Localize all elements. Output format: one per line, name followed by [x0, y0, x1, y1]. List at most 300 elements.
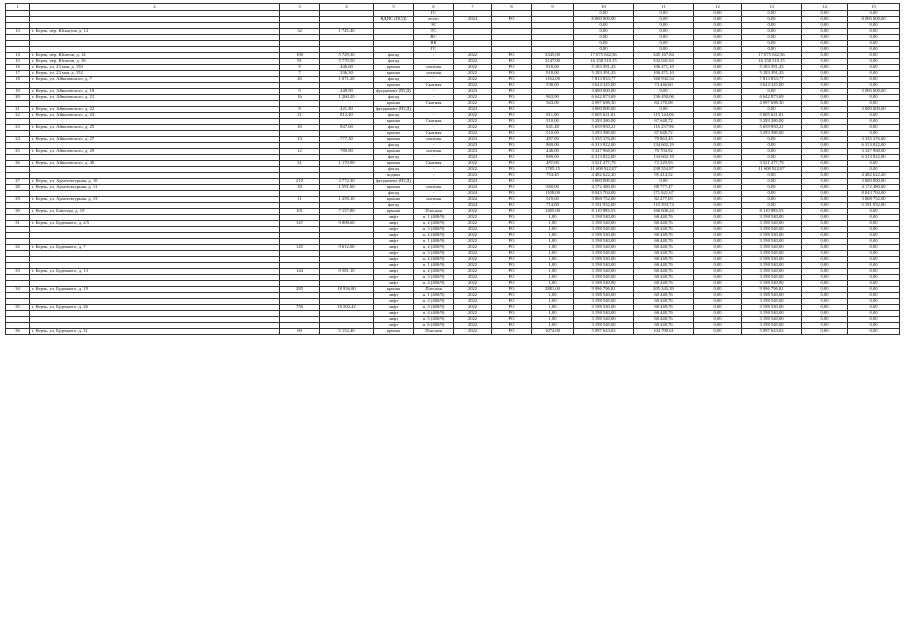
total-cost-cell: 6 642 873,69 — [574, 95, 634, 101]
total-cost-cell: 5 183 391,43 — [574, 65, 634, 71]
work-subtype-cell: - — [414, 179, 454, 185]
work-type-cell: фасад — [374, 95, 414, 101]
cost-col-11-cell: 82 277,69 — [634, 197, 694, 203]
total-cost-cell: 0,00 — [574, 11, 634, 17]
area-cell: 777,30 — [320, 137, 374, 143]
cost-col-11-cell: 72 329,93 — [634, 161, 694, 167]
cost-col-12-cell: 0,00 — [694, 119, 742, 125]
year-cell: 2024 — [454, 197, 492, 203]
area-cell: 336,30 — [320, 71, 374, 77]
cost-col-14-cell: 0,00 — [802, 221, 848, 227]
year-cell: 2024 — [454, 17, 492, 23]
area-cell: 1 260,20 — [320, 95, 374, 101]
total-cost-cell: 3 198 540,00 — [574, 299, 634, 305]
cost-col-15-cell: 8 043 704,00 — [848, 191, 900, 197]
funding-source-cell: РО — [492, 131, 532, 137]
cost-col-15-cell: 0,00 — [848, 95, 900, 101]
cost-col-11-cell: 68 448,76 — [634, 293, 694, 299]
volume-cell: 1,00 — [532, 263, 574, 269]
row-number-cell: 36 — [6, 329, 30, 335]
work-type-cell: лифт — [374, 227, 414, 233]
volume-cell: 918,00 — [532, 71, 574, 77]
cost-col-13-cell: 0,00 — [742, 29, 802, 35]
work-subtype-cell: п. 3 (400/9) — [414, 251, 454, 257]
cost-col-14-cell: 0,00 — [802, 251, 848, 257]
year-cell: 2022 — [454, 329, 492, 335]
cost-col-13-cell: 0,00 — [742, 47, 802, 53]
total-cost-cell: 11 608 922,07 — [574, 167, 634, 173]
year-cell: 2022 — [454, 233, 492, 239]
work-type-cell: фундамент (ПСД) — [374, 179, 414, 185]
cost-col-15-cell: 0,00 — [848, 329, 900, 335]
area-cell: 5 770,50 — [320, 59, 374, 65]
address-cell: г. Керчь, ул. Айвазовского, д. 25 — [30, 125, 280, 131]
cost-col-14-cell: 0,00 — [802, 317, 848, 323]
total-cost-cell: 3 327 968,00 — [574, 149, 634, 155]
cost-col-12-cell: 0,00 — [694, 197, 742, 203]
cost-col-15-cell: 0,00 — [848, 269, 900, 275]
apartments-count-cell: 101 — [280, 209, 320, 215]
apartments-count-cell: 31 — [280, 161, 320, 167]
table-body — [6, 11, 900, 335]
funding-source-cell: РО — [492, 293, 532, 299]
funding-source-cell: РО — [492, 77, 532, 83]
year-cell: 2022 — [454, 95, 492, 101]
cost-col-11-cell: 68 448,76 — [634, 221, 694, 227]
volume-cell: 1,00 — [532, 317, 574, 323]
cost-col-12-cell: 0,00 — [694, 65, 742, 71]
column-number-10: 10 — [574, 4, 634, 11]
work-type-cell: лифт — [374, 251, 414, 257]
apartments-count-cell: 69 — [280, 329, 320, 335]
cost-col-13-cell: 3 198 540,00 — [742, 245, 802, 251]
cost-col-12-cell: 0,00 — [694, 143, 742, 149]
cost-col-13-cell: 6 642 873,69 — [742, 95, 802, 101]
cost-col-11-cell: 104 709,61 — [634, 329, 694, 335]
row-number-cell: 16 — [6, 65, 30, 71]
cost-col-11-cell: 0,00 — [634, 35, 694, 41]
cost-col-15-cell: 0,00 — [848, 311, 900, 317]
work-subtype-cell: - — [414, 53, 454, 59]
year-cell: 2023 — [454, 143, 492, 149]
document-page — [5, 3, 899, 335]
funding-source-cell: РО — [492, 197, 532, 203]
volume-cell: 811,00 — [532, 113, 574, 119]
column-number-15: 15 — [848, 4, 900, 11]
volume-cell: 560,00 — [532, 185, 574, 191]
cost-col-11-cell: 0,00 — [634, 47, 694, 53]
cost-col-14-cell: 0,00 — [802, 179, 848, 185]
cost-col-11-cell: 67 648,72 — [634, 119, 694, 125]
total-cost-cell: 3 198 540,00 — [574, 227, 634, 233]
address-cell: г. Керчь, ул. Архитектурная, д. 13 — [30, 197, 280, 203]
funding-source-cell: РО — [492, 155, 532, 161]
year-cell: 2022 — [454, 53, 492, 59]
cost-col-14-cell: 0,00 — [802, 257, 848, 263]
work-subtype-cell: п. 2 (400/9) — [414, 299, 454, 305]
work-subtype-cell: п. 3 (400/9) — [414, 275, 454, 281]
cost-col-15-cell: 0,00 — [848, 41, 900, 47]
funding-source-cell: РО — [492, 53, 532, 59]
total-cost-cell: 3 198 540,00 — [574, 233, 634, 239]
area-cell: 18 956,80 — [320, 287, 374, 293]
area-cell: 780,80 — [320, 149, 374, 155]
work-subtype-cell: Скатная — [414, 83, 454, 89]
work-subtype-cell: - — [414, 155, 454, 161]
area-cell: 1 591,60 — [320, 185, 374, 191]
row-number-cell: 25 — [6, 149, 30, 155]
volume-cell: 446,00 — [532, 149, 574, 155]
cost-col-14-cell: 0,00 — [802, 149, 848, 155]
cost-col-12-cell: 0,00 — [694, 59, 742, 65]
work-subtype-cell: ЭС — [414, 23, 454, 29]
cost-col-11-cell: 68 448,76 — [634, 257, 694, 263]
row-number-cell: 24 — [6, 137, 30, 143]
cost-col-14-cell: 0,00 — [802, 77, 848, 83]
cost-col-14-cell: 0,00 — [802, 131, 848, 137]
cost-col-14-cell: 0,00 — [802, 59, 848, 65]
cost-col-12-cell: 0,00 — [694, 155, 742, 161]
cost-col-12-cell: 0,00 — [694, 89, 742, 95]
funding-source-cell: РО — [492, 287, 532, 293]
cost-col-11-cell: 171 621,67 — [634, 191, 694, 197]
volume-cell: 1405,00 — [532, 209, 574, 215]
year-cell: 2023 — [454, 137, 492, 143]
cost-col-12-cell: 0,00 — [694, 95, 742, 101]
cost-col-13-cell: 3 198 540,00 — [742, 263, 802, 269]
cost-col-12-cell: 0,00 — [694, 173, 742, 179]
year-cell: 2023 — [454, 173, 492, 179]
year-cell: 2022 — [454, 245, 492, 251]
total-cost-cell: 3 198 540,00 — [574, 239, 634, 245]
cost-col-14-cell: 0,00 — [802, 329, 848, 335]
cost-col-14-cell: 0,00 — [802, 101, 848, 107]
funding-source-cell: РО — [492, 317, 532, 323]
total-cost-cell: 0,00 — [574, 47, 634, 53]
row-number-cell: 20 — [6, 95, 30, 101]
volume-cell: 1,00 — [532, 311, 574, 317]
volume-cell: 1108,00 — [532, 191, 574, 197]
cost-col-11-cell: 205 343,39 — [634, 287, 694, 293]
funding-source-cell: РО — [492, 269, 532, 275]
funding-source-cell: РО — [492, 149, 532, 155]
cost-col-13-cell: 3 198 540,00 — [742, 281, 802, 287]
work-type-cell: лифт — [374, 317, 414, 323]
cost-col-15-cell: 0,00 — [848, 119, 900, 125]
total-cost-cell: 3 624 325,00 — [574, 83, 634, 89]
cost-col-15-cell: 0,00 — [848, 239, 900, 245]
cost-col-12-cell: 0,00 — [694, 35, 742, 41]
year-cell: 2022 — [454, 131, 492, 137]
area-cell: 3 772,30 — [320, 179, 374, 185]
total-cost-cell: 3 198 540,00 — [574, 281, 634, 287]
apartments-count-cell: 145 — [280, 245, 320, 251]
cost-col-12-cell: 0,00 — [694, 149, 742, 155]
year-cell: 2023 — [454, 149, 492, 155]
cost-col-14-cell: 0,00 — [802, 275, 848, 281]
work-subtype-cell: скатная — [414, 185, 454, 191]
cost-col-11-cell: 160 932,54 — [634, 77, 694, 83]
work-subtype-cell: п. 4 (400/9) — [414, 311, 454, 317]
volume-cell: 1,00 — [532, 221, 574, 227]
cost-col-13-cell: 0,00 — [742, 17, 802, 23]
cost-col-13-cell: 9 996 796,81 — [742, 287, 802, 293]
cost-col-15-cell: 0,00 — [848, 83, 900, 89]
cost-col-12-cell: 0,00 — [694, 239, 742, 245]
cost-col-11-cell: 0,00 — [634, 89, 694, 95]
year-cell: 2022 — [454, 239, 492, 245]
cost-col-15-cell: 0,00 — [848, 113, 900, 119]
row-number-cell: 23 — [6, 125, 30, 131]
volume-cell: 1,00 — [532, 293, 574, 299]
year-cell: 2022 — [454, 305, 492, 311]
row-number-cell: 35 — [6, 305, 30, 311]
cost-col-14-cell: 0,00 — [802, 47, 848, 53]
cost-col-14-cell: 0,00 — [802, 263, 848, 269]
funding-source-cell: РО — [492, 263, 532, 269]
apartments-count-cell: 9 — [280, 65, 320, 71]
volume-cell: 1,00 — [532, 215, 574, 221]
work-subtype-cell: Плоская — [414, 209, 454, 215]
cost-col-11-cell: 68 448,76 — [634, 281, 694, 287]
cost-col-14-cell: 0,00 — [802, 89, 848, 95]
cost-col-15-cell: 0,00 — [848, 257, 900, 263]
cost-col-11-cell: 332 041,63 — [634, 59, 694, 65]
cost-col-13-cell: 3 198 540,00 — [742, 221, 802, 227]
funding-source-cell: РО — [492, 281, 532, 287]
cost-col-11-cell: 0,00 — [634, 179, 694, 185]
total-cost-cell: 5 191 932,00 — [574, 203, 634, 209]
volume-cell: 841,48 — [532, 125, 574, 131]
cost-col-11-cell: 88 777,47 — [634, 185, 694, 191]
work-type-cell: лифт — [374, 275, 414, 281]
area-cell: 421,40 — [320, 107, 374, 113]
cost-col-15-cell: 0,00 — [848, 293, 900, 299]
cost-col-12-cell: 0,00 — [694, 83, 742, 89]
cost-col-12-cell: 0,00 — [694, 293, 742, 299]
cost-col-11-cell: 68 448,76 — [634, 227, 694, 233]
cost-col-15-cell: 3 327 968,00 — [848, 149, 900, 155]
work-type-cell: лифт — [374, 293, 414, 299]
work-type-cell: лифт — [374, 299, 414, 305]
cost-col-11-cell: 166 606,24 — [634, 209, 694, 215]
cost-col-13-cell: 0,00 — [742, 203, 802, 209]
volume-cell: 1785,15 — [532, 167, 574, 173]
volume-cell: 1,00 — [532, 239, 574, 245]
year-cell: 2022 — [454, 293, 492, 299]
year-cell: 2022 — [454, 77, 492, 83]
work-type-cell: крыша — [374, 149, 414, 155]
cost-col-15-cell: 0,00 — [848, 71, 900, 77]
work-subtype-cell: п. 2 (400/9) — [414, 245, 454, 251]
funding-source-cell: РО — [492, 17, 532, 23]
funding-source-cell: РО — [492, 191, 532, 197]
work-type-cell: фасад — [374, 203, 414, 209]
apartments-count-cell: 16 — [280, 95, 320, 101]
cost-col-11-cell: 74 446,60 — [634, 83, 694, 89]
cost-col-13-cell: 16 158 319,15 — [742, 59, 802, 65]
funding-source-cell: РО — [492, 305, 532, 311]
cost-col-12-cell: 0,00 — [694, 29, 742, 35]
work-type-cell: лифт — [374, 269, 414, 275]
volume-cell: 1,00 — [532, 251, 574, 257]
cost-col-13-cell: 0,00 — [742, 89, 802, 95]
cost-col-15-cell: 0,00 — [848, 251, 900, 257]
cost-col-13-cell: 4 097 698,30 — [742, 101, 802, 107]
cost-col-12-cell: 0,00 — [694, 17, 742, 23]
cost-col-13-cell: 3 293 380,00 — [742, 119, 802, 125]
total-cost-cell: 4 097 698,30 — [574, 101, 634, 107]
area-cell: 847,60 — [320, 125, 374, 131]
column-number-7: 7 — [454, 4, 492, 11]
volume-cell: 1,00 — [532, 269, 574, 275]
row-number-cell: 34 — [6, 287, 30, 293]
funding-source-cell: РО — [492, 245, 532, 251]
funding-source-cell: РО — [492, 143, 532, 149]
year-cell: 2022 — [454, 251, 492, 257]
year-cell: 2022 — [454, 113, 492, 119]
cost-col-12-cell: 0,00 — [694, 329, 742, 335]
total-cost-cell: 5 097 623,65 — [574, 329, 634, 335]
year-cell: 2022 — [454, 299, 492, 305]
volume-cell: 869,00 — [532, 143, 574, 149]
row-number-cell: 19 — [6, 89, 30, 95]
year-cell: 2024 — [454, 185, 492, 191]
work-subtype-cell: скатная — [414, 149, 454, 155]
work-subtype-cell: п. 1 (400/9) — [414, 239, 454, 245]
cost-col-14-cell: 0,00 — [802, 83, 848, 89]
cost-col-11-cell: 110 593,74 — [634, 203, 694, 209]
address-cell: г. Керчь, ул. Буденного, д. 26 — [30, 305, 280, 311]
address-cell: г. Керчь, ул. Айвазовского, д. 18 — [30, 89, 280, 95]
year-cell: 2022 — [454, 323, 492, 329]
cost-col-14-cell: 0,00 — [802, 233, 848, 239]
total-cost-cell: 3 198 540,00 — [574, 275, 634, 281]
cost-col-15-cell: 0,00 — [848, 227, 900, 233]
cost-col-13-cell: 3 198 540,00 — [742, 233, 802, 239]
area-cell: 9 808,60 — [320, 221, 374, 227]
work-type-cell: крыша — [374, 71, 414, 77]
cost-col-12-cell: 0,00 — [694, 53, 742, 59]
volume-cell: 487,00 — [532, 137, 574, 143]
total-cost-cell: 3 198 540,00 — [574, 311, 634, 317]
year-cell: 2022 — [454, 65, 492, 71]
work-subtype-cell: п. 4 (400/9) — [414, 233, 454, 239]
cost-col-12-cell: 0,00 — [694, 77, 742, 83]
address-cell: г. Керчь, ул. Айвазовского, д. 29 — [30, 149, 280, 155]
area-cell: 446,60 — [320, 65, 374, 71]
funding-source-cell: РО — [492, 275, 532, 281]
cost-col-13-cell: 3 198 540,00 — [742, 227, 802, 233]
address-cell: г. Керчь, ул. Буденного, д. 31 — [30, 329, 280, 335]
work-type-cell: фасад — [374, 191, 414, 197]
cost-col-13-cell: 3 198 540,00 — [742, 293, 802, 299]
cost-col-14-cell: 0,00 — [802, 11, 848, 17]
cost-col-13-cell: 8 110 983,53 — [742, 209, 802, 215]
total-cost-cell: 3 293 380,00 — [574, 131, 634, 137]
total-cost-cell: 3 198 540,00 — [574, 323, 634, 329]
cost-col-15-cell: 0,00 — [848, 131, 900, 137]
apartments-count-cell: 144 — [280, 269, 320, 275]
cost-col-11-cell: 68 448,76 — [634, 245, 694, 251]
work-subtype-cell: - — [414, 89, 454, 95]
work-type-cell: фасад — [374, 77, 414, 83]
cost-col-15-cell: 0,00 — [848, 263, 900, 269]
volume-cell: 714,00 — [532, 203, 574, 209]
cost-col-12-cell: 0,00 — [694, 179, 742, 185]
work-subtype-cell: п. 5 (400/9) — [414, 317, 454, 323]
cost-col-11-cell: 84 178,08 — [634, 101, 694, 107]
cost-col-15-cell: 0,00 — [848, 275, 900, 281]
work-subtype-cell: п. 2 (400/9) — [414, 221, 454, 227]
column-number-14: 14 — [802, 4, 848, 11]
volume-cell: 1074,00 — [532, 329, 574, 335]
funding-source-cell: РО — [492, 173, 532, 179]
cost-col-12-cell: 0,00 — [694, 137, 742, 143]
cost-col-13-cell: 5 183 391,43 — [742, 65, 802, 71]
work-subtype-cell: п. 4 (400/9) — [414, 281, 454, 287]
apartments-count-cell: 32 — [280, 29, 320, 35]
funding-source-cell: РО — [492, 209, 532, 215]
total-cost-cell: 3 335 376,00 — [574, 137, 634, 143]
cost-col-14-cell: 0,00 — [802, 71, 848, 77]
work-subtype-cell: - — [414, 77, 454, 83]
cost-col-15-cell: 4 172 480,00 — [848, 185, 900, 191]
cost-col-12-cell: 0,00 — [694, 113, 742, 119]
cost-col-14-cell: 0,00 — [802, 53, 848, 59]
year-cell: 2022 — [454, 257, 492, 263]
funding-source-cell: РО — [492, 59, 532, 65]
cost-col-12-cell: 0,00 — [694, 131, 742, 137]
work-subtype-cell: ГС — [414, 47, 454, 53]
year-cell: 2022 — [454, 227, 492, 233]
apartments-count-cell: 20 — [280, 77, 320, 83]
work-type-cell: крыша — [374, 131, 414, 137]
cost-col-15-cell: 0,00 — [848, 209, 900, 215]
address-cell: г. Керчь, ул. Архитектурная, д. 11 — [30, 185, 280, 191]
cost-col-12-cell: 0,00 — [694, 299, 742, 305]
cost-col-14-cell: 0,00 — [802, 65, 848, 71]
cost-col-15-cell: 0,00 — [848, 167, 900, 173]
cost-col-14-cell: 0,00 — [802, 311, 848, 317]
year-cell: 2022 — [454, 287, 492, 293]
total-cost-cell: 3 198 540,00 — [574, 251, 634, 257]
cost-col-12-cell: 0,00 — [694, 23, 742, 29]
column-number-8: 8 — [492, 4, 532, 11]
cost-col-14-cell: 0,00 — [802, 215, 848, 221]
apartments-count-cell: 91 — [280, 59, 320, 65]
work-type-cell: фундамент (ПСД) — [374, 107, 414, 113]
work-subtype-cell: ТС — [414, 29, 454, 35]
work-subtype-cell: п. 2 (400/9) — [414, 269, 454, 275]
total-cost-cell: 3 198 540,00 — [574, 215, 634, 221]
cost-col-14-cell: 0,00 — [802, 143, 848, 149]
row-number-cell: 31 — [6, 221, 30, 227]
cost-col-11-cell: 106 471,10 — [634, 71, 694, 77]
cost-col-14-cell: 0,00 — [802, 269, 848, 275]
cost-col-15-cell: 0,00 — [848, 101, 900, 107]
address-cell: г. Керчь, пер. Юнацтов, д. 12 — [30, 29, 280, 35]
cost-col-13-cell: 0,00 — [742, 137, 802, 143]
volume-cell: 2881,00 — [532, 287, 574, 293]
work-type-cell: крыша — [374, 137, 414, 143]
cost-col-12-cell: 0,00 — [694, 41, 742, 47]
cost-col-13-cell: 3 198 540,00 — [742, 323, 802, 329]
funding-source-cell: РО — [492, 137, 532, 143]
cost-col-12-cell: 0,00 — [694, 71, 742, 77]
cost-col-11-cell: 0,00 — [634, 23, 694, 29]
row-number-cell: 13 — [6, 29, 30, 35]
